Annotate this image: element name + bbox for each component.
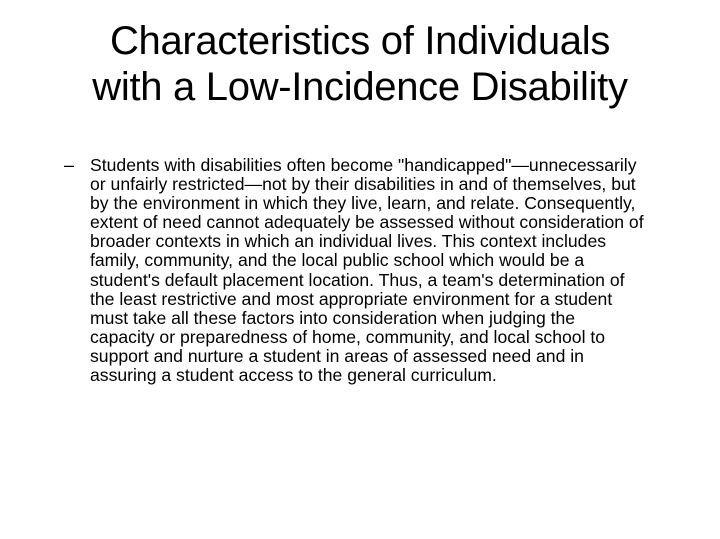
slide-title-line-1: Characteristics of Individuals — [109, 19, 611, 63]
bullet-item — [64, 156, 644, 385]
bullet-paragraph: Students with disabilities often become "handicapped"—unnecessarily or unfairly restricted—not by their disabilities in and of themselves, but by the environment in which they live, learn, and relate. Consequently, extent of need cannot adequately be assessed without consideration of broader contexts in which an individual lives. This context includes family, community, and the local public school which would be a student's default placement location. Thus, a team's determination of the least restrictive and most appropriate environment for a student must take all these factors into consideration when judging the capacity or preparedness of home, community, and local school to support and nurture a student in areas of assessed need and in assuring a student access to the general curriculum. — [90, 155, 644, 386]
bullet-dash: – — [64, 155, 75, 175]
slide-title — [0, 18, 720, 110]
slide-title-line-2: with a Low-Incidence Disability — [92, 65, 628, 109]
